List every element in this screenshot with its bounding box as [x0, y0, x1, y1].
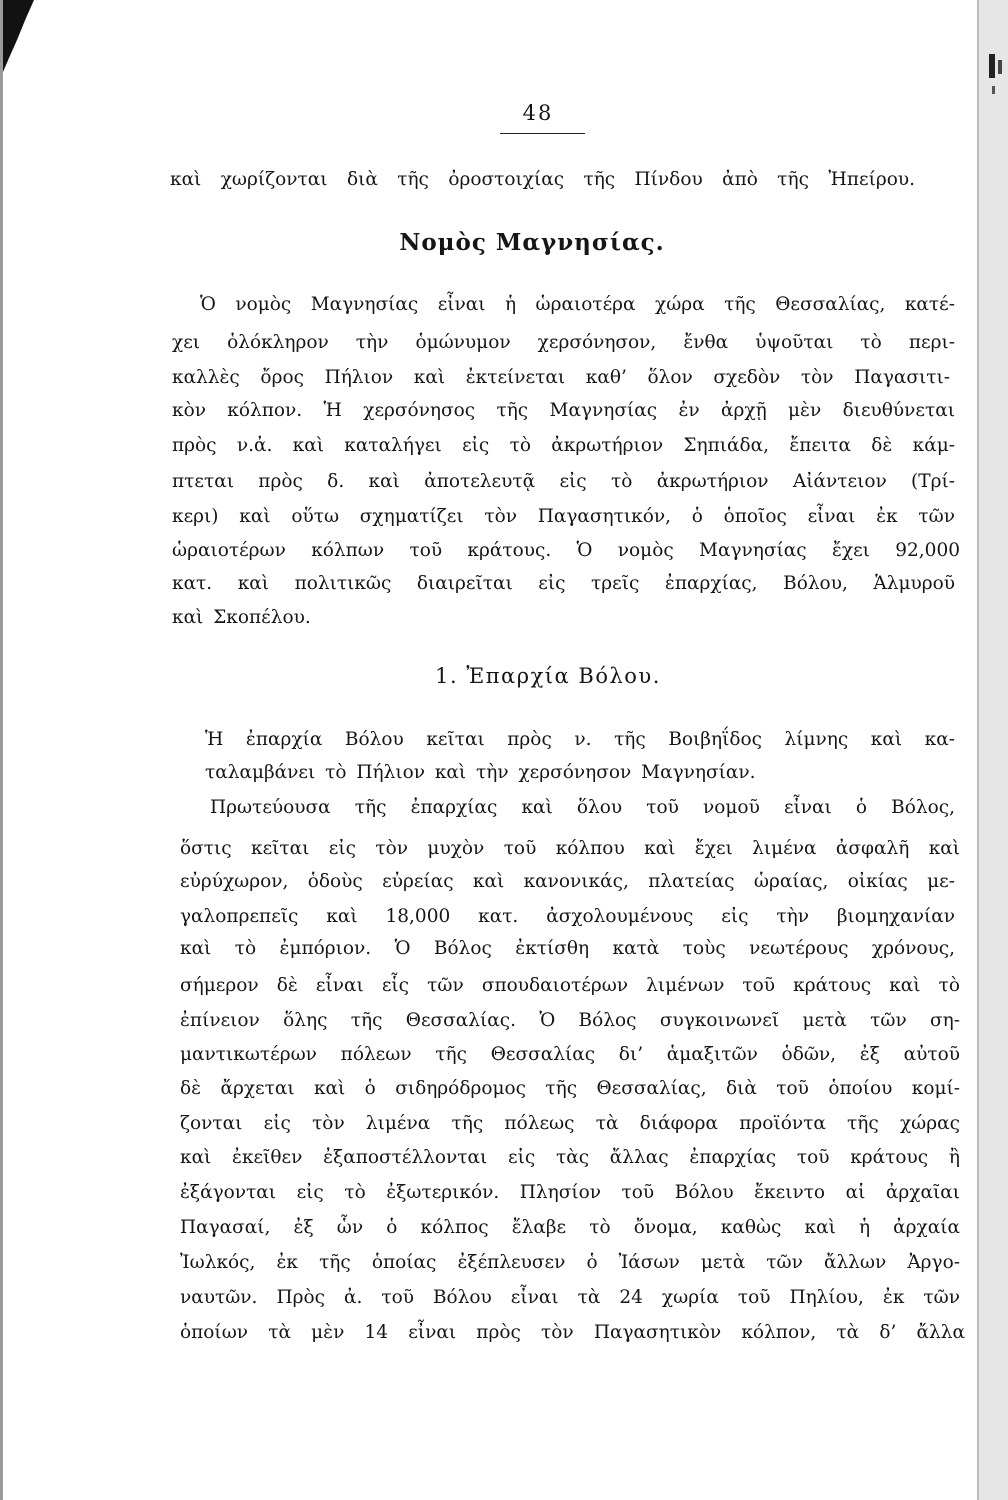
text-line: ὡραιοτέρων κόλπων τοῦ κράτους. Ὁ νομὸς Μαγνησίας ἔχει 92,000 [172, 540, 960, 561]
text-line: κὸν κόλπον. Ἡ χερσόνησος τῆς Μαγνησίας ἐν ἀρχῇ μὲν διευθύνεται [172, 400, 955, 421]
subsection-heading: 1. Ἐπαρχία Βόλου. [435, 664, 661, 688]
text-line: κερι) καὶ οὕτω σχηματίζει τὸν Παγασητικόν, ὁ ὁποῖος εἶναι ἐκ τῶν [172, 506, 955, 527]
text-line: καλλὲς ὄρος Πήλιον καὶ ἐκτείνεται καθ’ ὅλον σχεδὸν τὸν Παγασιτι- [172, 367, 950, 388]
text-line: ταλαμβάνει τὸ Πήλιον καὶ τὴν χερσόνησον Μαγνησίαν. [205, 762, 756, 783]
text-line: ἐξάγονται εἰς τὸ ἐξωτερικόν. Πλησίον τοῦ Βόλου ἔκειντο αἱ ἀρχαῖαι [180, 1182, 960, 1203]
scan-mark-right-3 [992, 86, 995, 94]
text-line: πτεται πρὸς δ. καὶ ἀποτελευτᾷ εἰς τὸ ἀκρωτήριον Αἰάντειον (Τρί- [172, 471, 955, 492]
text-line: καὶ τὸ ἐμπόριον. Ὁ Βόλος ἐκτίσθη κατὰ τοὺς νεωτέρους χρόνους, [180, 938, 955, 959]
text-line: ναυτῶν. Πρὸς ἀ. τοῦ Βόλου εἶναι τὰ 24 χωρία τοῦ Πηλίου, ἐκ τῶν [180, 1287, 960, 1308]
text-line: δὲ ἄρχεται καὶ ὁ σιδηρόδρομος τῆς Θεσσαλίας, διὰ τοῦ ὁποίου κομί- [180, 1078, 960, 1099]
text-line: ἐπίνειον ὅλης τῆς Θεσσαλίας. Ὁ Βόλος συγκοινωνεῖ μετὰ τῶν ση- [180, 1010, 960, 1031]
text-line: ὅστις κεῖται εἰς τὸν μυχὸν τοῦ κόλπου καὶ ἔχει λιμένα ἀσφαλῆ καὶ [180, 838, 960, 859]
text-line: καὶ ἐκεῖθεν ἐξαποστέλλονται εἰς τὰς ἄλλας ἐπαρχίας τοῦ κράτους ἢ [180, 1147, 960, 1168]
text-line: κατ. καὶ πολιτικῶς διαιρεῖται εἰς τρεῖς ἐπαρχίας, Βόλου, Ἁλμυροῦ [172, 573, 955, 594]
text-line: Ὁ νομὸς Μαγνησίας εἶναι ἡ ὡραιοτέρα χώρα τῆς Θεσσαλίας, κατέ- [200, 294, 955, 315]
text-line: γαλοπρεπεῖς καὶ 18,000 κατ. ἀσχολουμένους εἰς τὴν βιομηχανίαν [180, 906, 955, 927]
scan-mark-right-1 [989, 54, 995, 78]
page-edge-right [978, 0, 1008, 1500]
page-edge-right-line [977, 0, 979, 1500]
text-line: ζονται εἰς τὸν λιμένα τῆς πόλεως τὰ διάφορα προϊόντα τῆς χώρας [180, 1113, 960, 1134]
text-line: καὶ χωρίζονται διὰ τῆς ὀροστοιχίας τῆς Πίνδου ἀπὸ τῆς Ἠπείρου. [170, 169, 915, 190]
scan-mark-right-2 [998, 60, 1002, 74]
text-line: εὐρύχωρον, ὁδοὺς εὐρείας καὶ κανονικάς, πλατείας ὡραίας, οἰκίας με- [180, 871, 955, 892]
scan-edge-left [0, 0, 3, 1500]
text-line: ὁποίων τὰ μὲν 14 εἶναι πρὸς τὸν Παγασητικὸν κόλπον, τὰ δ’ ἄλλα [180, 1322, 965, 1343]
page-number-rule [500, 133, 585, 134]
scan-shadow-top-left [0, 0, 34, 76]
page-number: 48 [522, 101, 554, 125]
text-line: Πρωτεύουσα τῆς ἐπαρχίας καὶ ὅλου τοῦ νομοῦ εἶναι ὁ Βόλος, [210, 797, 955, 818]
text-line: σήμερον δὲ εἶναι εἷς τῶν σπουδαιοτέρων λιμένων τοῦ κράτους καὶ τὸ [180, 975, 960, 996]
text-line: Ἰωλκός, ἐκ τῆς ὁποίας ἐξέπλευσεν ὁ Ἰάσων μετὰ τῶν ἄλλων Ἀργο- [180, 1252, 960, 1273]
text-line: Παγασαί, ἐξ ὧν ὁ κόλπος ἔλαβε τὸ ὄνομα, καθὼς καὶ ἡ ἀρχαία [180, 1217, 960, 1238]
text-line: καὶ Σκοπέλου. [172, 607, 311, 628]
text-line: πρὸς ν.ἀ. καὶ καταλήγει εἰς τὸ ἀκρωτήριον Σηπιάδα, ἔπειτα δὲ κάμ- [172, 435, 955, 456]
section-heading: Νομὸς Μαγνησίας. [399, 229, 665, 256]
text-line: μαντικωτέρων πόλεων τῆς Θεσσαλίας δι’ ἁμαξιτῶν ὁδῶν, ἐξ αὐτοῦ [180, 1044, 960, 1065]
text-line: χει ὁλόκληρον τὴν ὁμώνυμον χερσόνησον, ἔνθα ὑψοῦται τὸ περι- [172, 332, 955, 353]
text-line: Ἡ ἐπαρχία Βόλου κεῖται πρὸς ν. τῆς Βοιβηΐδος λίμνης καὶ κα- [205, 729, 955, 750]
